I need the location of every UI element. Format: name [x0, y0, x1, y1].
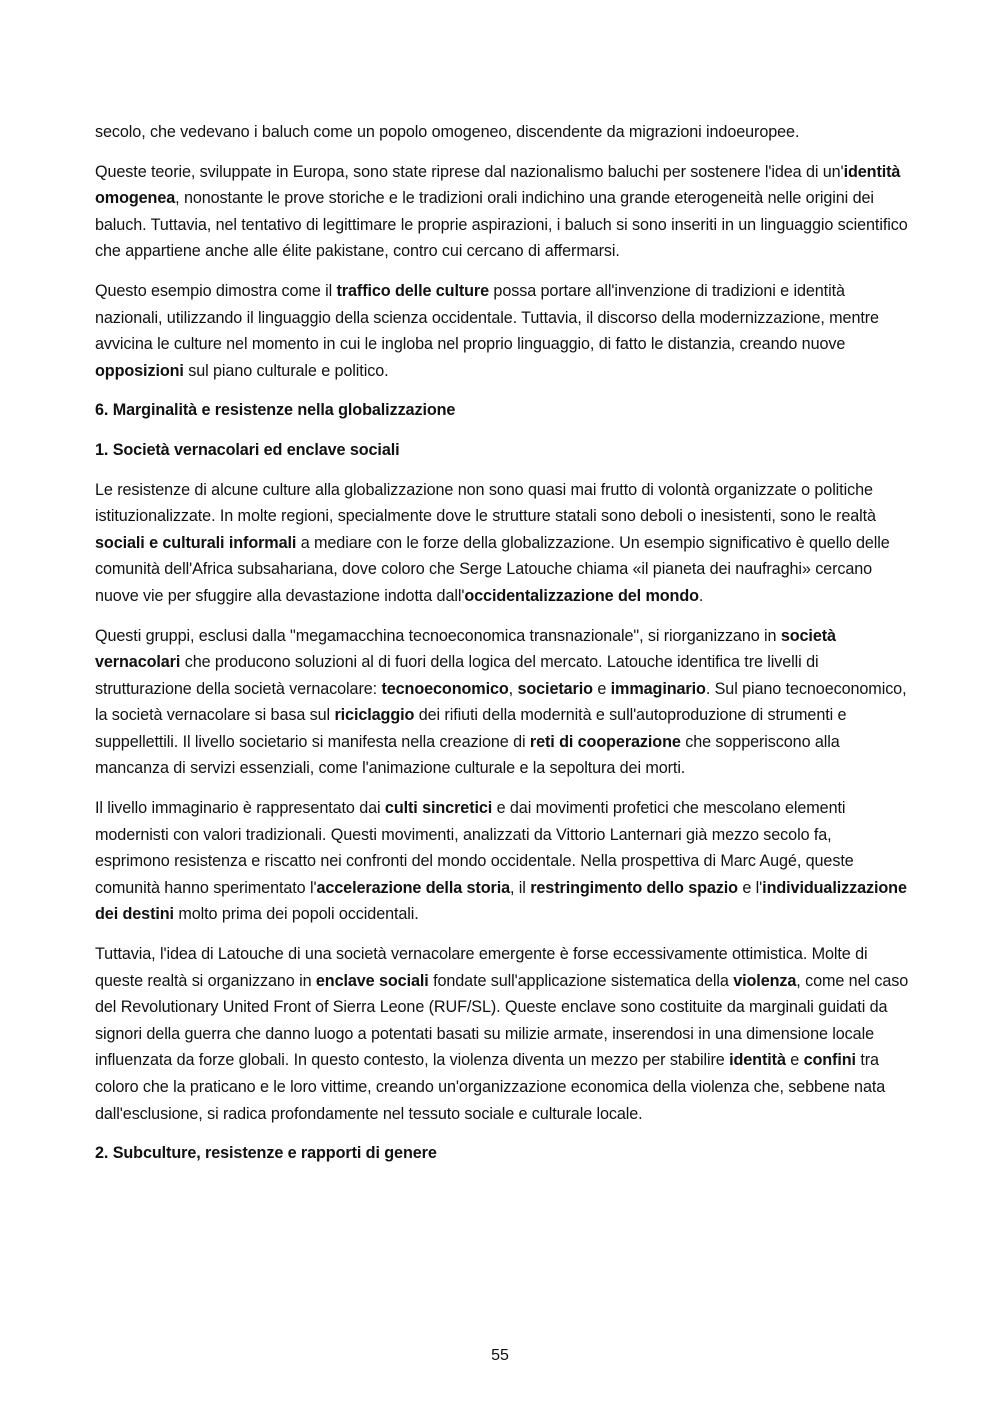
text-run: , [508, 679, 518, 698]
bold-term: opposizioni [95, 361, 184, 380]
text-run: che producono soluzioni al di fuori della logica del mercato. Latouche identifica tre livelli di strutturazione della società vernacolare: [95, 653, 819, 698]
text-run: e l' [737, 878, 763, 897]
text-run: Il livello immaginario è rappresentato dai [95, 799, 385, 818]
bold-term: restringimento dello spazio [530, 878, 738, 897]
section-heading [95, 397, 910, 424]
bold-term: culti sincretici [384, 799, 493, 818]
section-heading [95, 437, 910, 464]
bold-term: identità [729, 1051, 786, 1070]
text-run: fondate sull'applicazione sistematica della [428, 971, 734, 990]
text-run: Queste teorie, sviluppate in Europa, sono state riprese dal nazionalismo baluchi per sostenere l'idea di un' [95, 162, 844, 181]
text-run: molto prima dei popoli occidentali. [173, 905, 419, 924]
paragraph [95, 119, 910, 146]
text-run: . [698, 586, 704, 605]
bold-term: societario [517, 679, 593, 698]
page-number: 55 [491, 1347, 509, 1364]
text-run: Questi gruppi, esclusi dalla "megamacchina tecnoeconomica transnazionale", si riorganizzano in [95, 626, 781, 645]
text-run: . Sul piano tecnoeconomico, la società vernacolare si basa sul [95, 679, 907, 725]
text-run: , nonostante le prove storiche e le tradizioni orali indichino una grande eterogeneità nelle origini dei baluch. Tuttavia, nel tentativo di legittimare le proprie aspirazioni, i baluch si sono inseriti in un linguaggio scientifico che appartiene anche alle élite pakistane, contro cui cercano di affermarsi. [95, 189, 908, 261]
bold-term: riciclaggio [334, 706, 415, 725]
text-run: 1. Società vernacolari ed enclave sociali [95, 440, 400, 459]
section-heading [95, 1140, 910, 1167]
text-run: 6. Marginalità e resistenze nella globalizzazione [95, 401, 456, 420]
paragraph [95, 623, 910, 783]
bold-term: accelerazione della storia [316, 878, 511, 897]
text-run: sul piano culturale e politico. [183, 361, 389, 380]
bold-term: società vernacolari [95, 626, 836, 672]
bold-term: tecnoeconomico [381, 679, 509, 698]
text-run: , il [510, 878, 531, 897]
text-run: e [592, 679, 611, 698]
bold-term: individualizzazione dei destini [95, 878, 907, 924]
bold-term: immaginario [610, 679, 706, 698]
text-run: che sopperiscono alla mancanza di servizi essenziali, come l'animazione culturale e la sepoltura dei morti. [95, 732, 840, 778]
document-body [95, 119, 910, 1180]
paragraph [95, 795, 910, 928]
text-run: , come nel caso del Revolutionary United Front of Sierra Leone (RUF/SL). Queste enclave sono costituite da marginali guidati da signori della guerra che danno luogo a potentati basati su milizie armate, inserendosi in una dimensione locale influenzata da forze globali. In questo contesto, la violenza diventa un mezzo per stabilire [95, 971, 909, 1070]
text-run: e dai movimenti profetici che mescolano elementi modernisti con valori tradizionali. Questi movimenti, analizzati da Vittorio Lanternari già mezzo secolo fa, esprimono resistenza e riscatto nei confronti del mondo occidentale. Nella prospettiva di Marc Augé, queste comunità hanno sperimentato l' [95, 799, 854, 897]
bold-term: sociali e culturali informali [95, 533, 297, 552]
paragraph [95, 941, 910, 1127]
bold-term: violenza [733, 971, 797, 990]
paragraph [95, 278, 910, 384]
bold-term: reti di cooperazione [529, 732, 681, 751]
bold-term: traffico delle culture [336, 281, 490, 300]
text-run: tra coloro che la praticano e le loro vittime, creando un'organizzazione economica della violenza che, sebbene nata dall'esclusione, si radica profondamente nel tessuto sociale e culturale locale. [95, 1051, 886, 1123]
text-run: Le resistenze di alcune culture alla globalizzazione non sono quasi mai frutto di volontà organizzate o politiche istituzionalizzate. In molte regioni, specialmente dove le strutture statali sono deboli o inesistenti, sono le realtà [95, 480, 876, 526]
text-run: e [785, 1051, 804, 1070]
text-run: possa portare all'invenzione di tradizioni e identità nazionali, utilizzando il linguaggio della scienza occidentale. Tuttavia, il discorso della modernizzazione, mentre avvicina le culture nel momento in cui le ingloba nel proprio linguaggio, di fatto le distanzia, creando nuove [95, 281, 879, 354]
bold-term: identità omogenea [95, 162, 901, 208]
text-run: Tuttavia, l'idea di Latouche di una società vernacolare emergente è forse eccessivamente ottimistica. Molte di queste realtà si organizzano in [95, 945, 868, 990]
bold-term: occidentalizzazione del mondo [464, 586, 699, 605]
bold-term: enclave sociali [315, 971, 429, 990]
text-run: a mediare con le forze della globalizzazione. Un esempio significativo è quello delle comunità dell'Africa subsahariana, dove coloro che Serge Latouche chiama «il pianeta dei naufraghi» cercano nuove vie per sfuggire alla devastazione indotta dall' [95, 533, 890, 605]
text-run: dei rifiuti della modernità e sull'autoproduzione di strumenti e suppellettili. Il livello societario si manifesta nella creazione di [95, 706, 847, 751]
text-run: 2. Subculture, resistenze e rapporti di genere [95, 1144, 437, 1163]
paragraph [95, 159, 910, 265]
text-run: Questo esempio dimostra come il [95, 281, 337, 300]
paragraph [95, 477, 910, 610]
bold-term: confini [803, 1051, 856, 1070]
text-run: secolo, che vedevano i baluch come un popolo omogeneo, discendente da migrazioni indoeuropee. [95, 123, 800, 141]
